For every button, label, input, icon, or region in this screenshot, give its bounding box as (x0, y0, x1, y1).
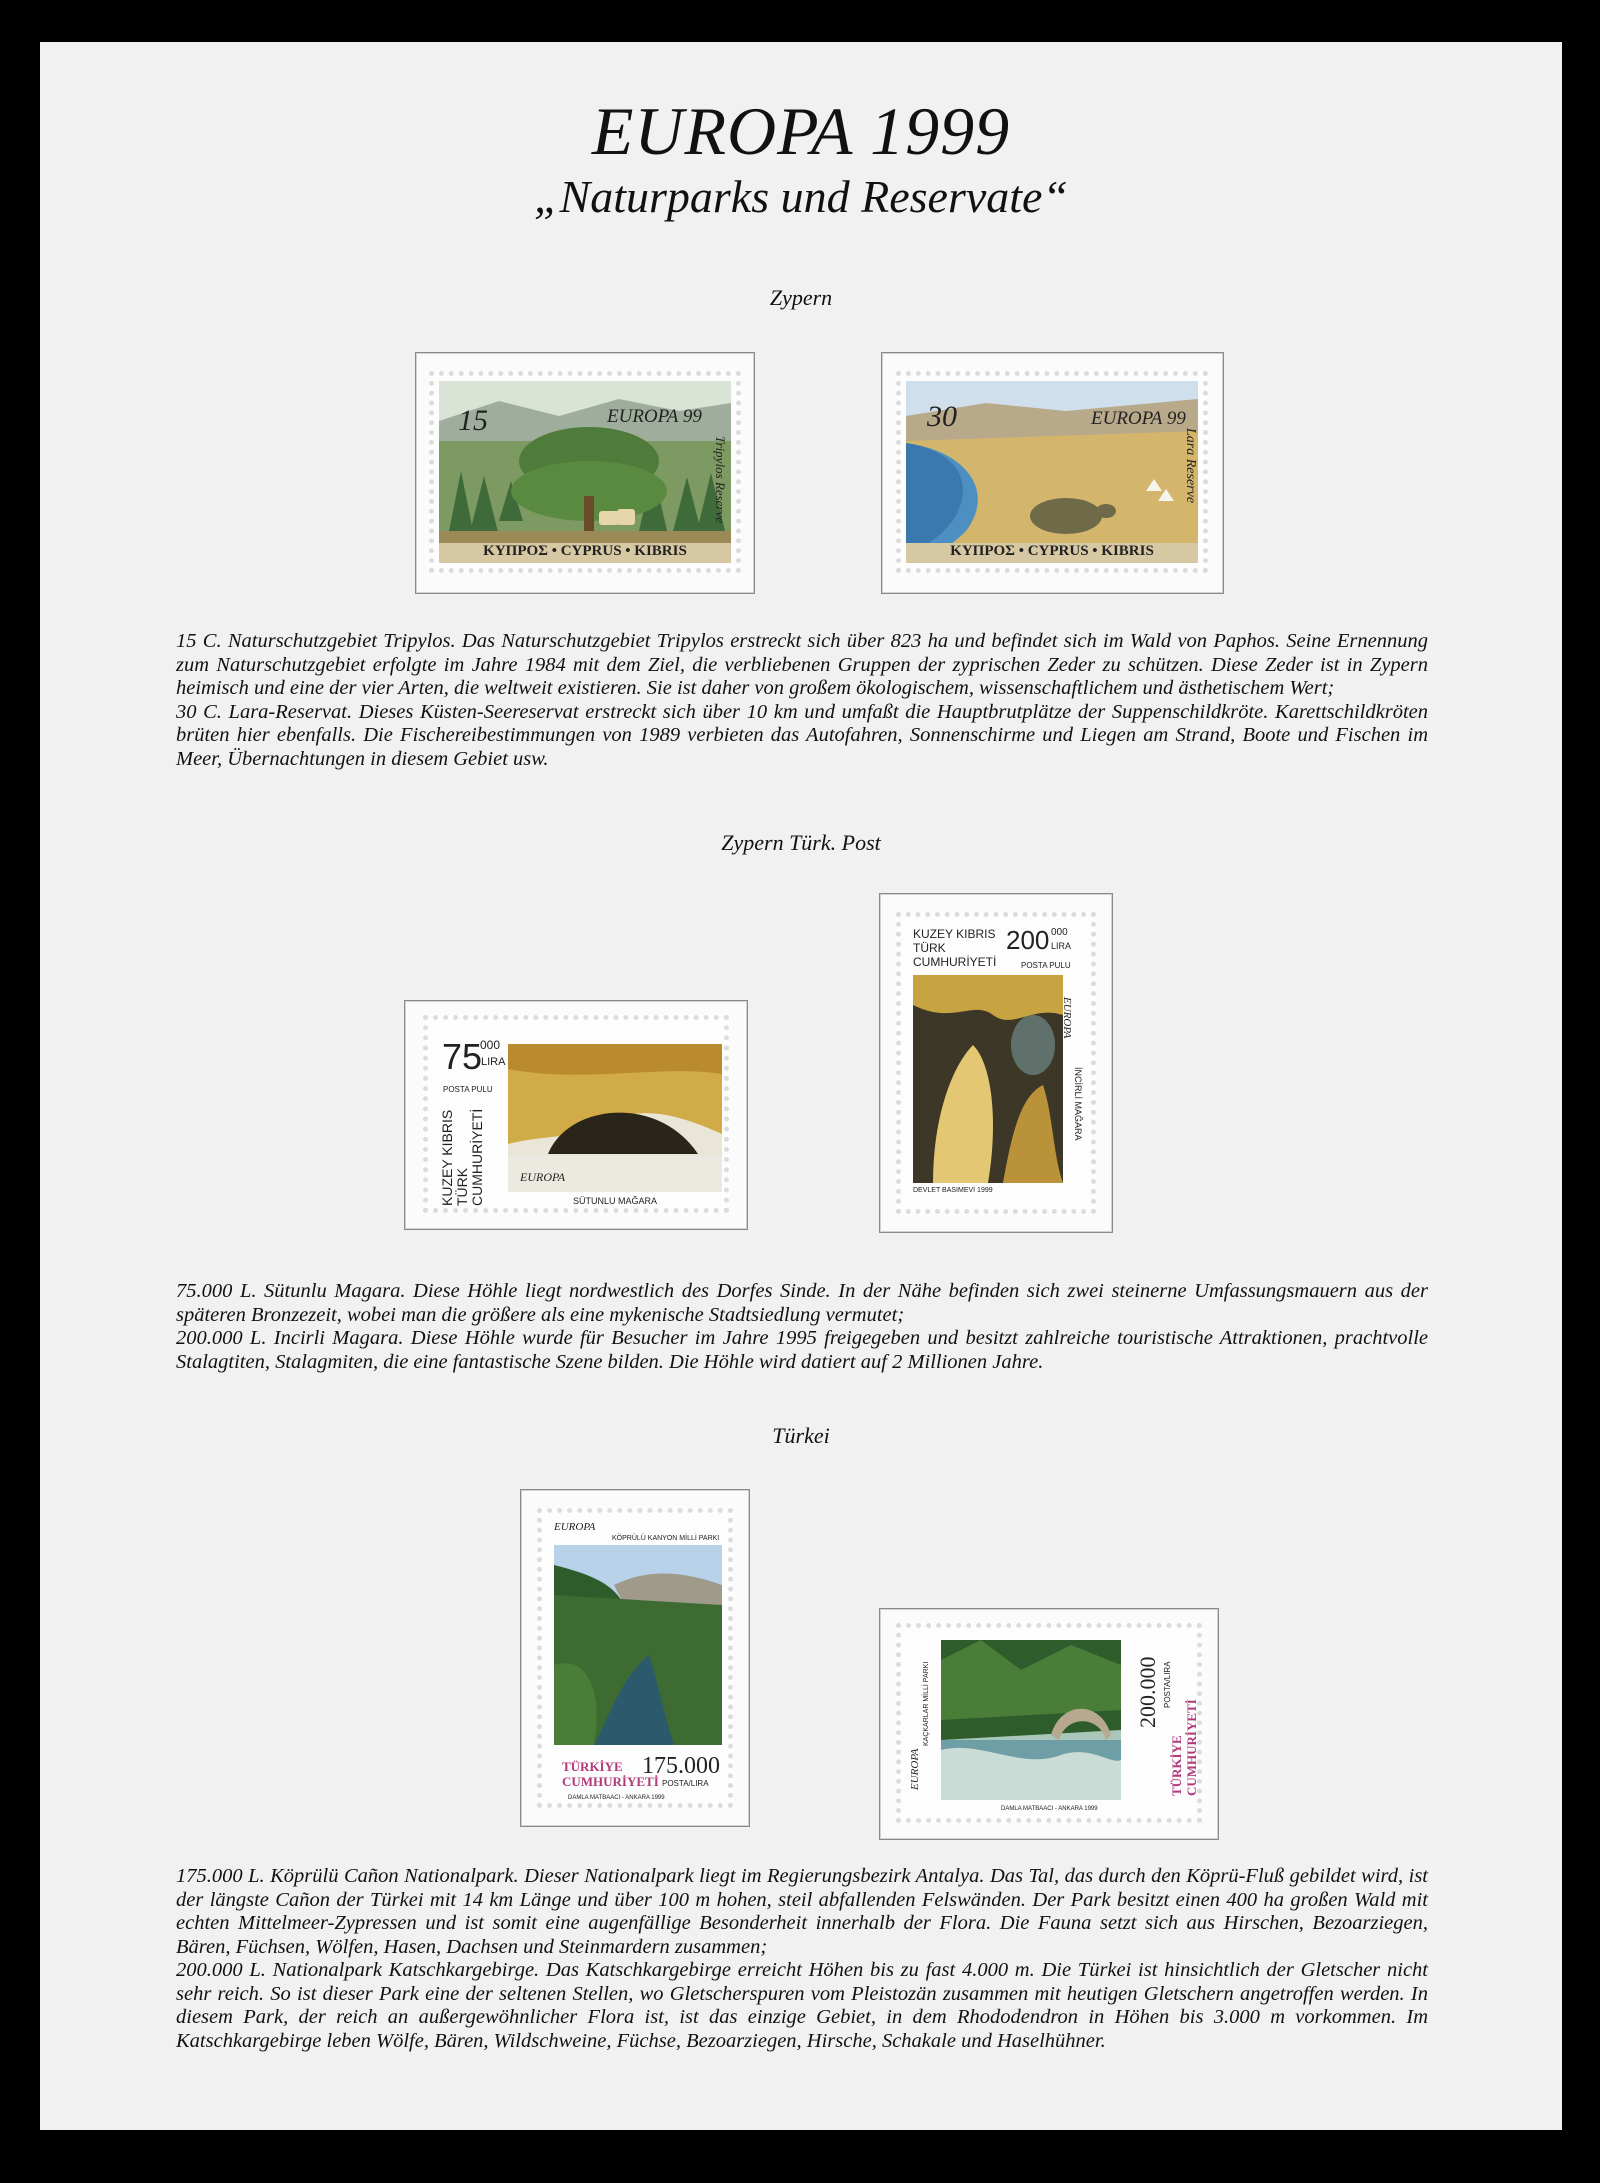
country-line: TÜRK (913, 941, 946, 955)
stamp-artwork (913, 975, 1063, 1183)
stamp-caption: KÖPRÜLÜ KANYON MİLLİ PARKI (612, 1535, 720, 1542)
stamp-posta: POSTA PULU (1021, 961, 1071, 970)
country-line: CUMHURİYETİ (1184, 1699, 1199, 1796)
stamp-mount (879, 1608, 1219, 1840)
stamp-value: 200 (1006, 925, 1050, 955)
stamp-caption: Tripylos Reserve (713, 436, 728, 524)
stamp-value-sub: 000 (480, 1038, 501, 1052)
europa-logo: EUROPA 99 (607, 406, 702, 427)
country-line: CUMHURİYETİ (913, 955, 997, 969)
stamp-imprint: DAMLA MATBAACI - ANKARA 1999 (568, 1795, 665, 1801)
stamp-country (913, 927, 1013, 969)
stamp-country: KUZEY KIBRIS TÜRK CUMHURİYETİ (439, 1108, 485, 1206)
country-line: KUZEY KIBRIS (913, 927, 996, 941)
stamp-mount (520, 1489, 750, 1827)
section-description-turkei: 175.000 L. Köprülü Cañon Nationalpark. Dieser Nationalpark liegt im Regierungsbezirk Antalya. Das Tal, das durch den Köprü-Fluß gebildet wird, ist der längste Cañon der Türkei mit 14 km Länge und über 100 m hohen, steil abfallenden Felswänden. Der Park besitzt einen 400 ha großen Wald mit echten Mittelmeer-Zypressen und ist somit eine augenfällige Besonderheit innerhalb der Flora. Die Fauna setzt sich aus Hirschen, Bezoarziegen, Bären, Füchsen, Wölfen, Hasen, Dachsen und Steinmardern zusammen; 200.000 L. Nationalpark Katschkargebirge. Das Katschkargebirge erreicht Höhen bis zu fast 4.000 m. Die Türkei ist hinsichtlich der Gletscher nicht sehr reich. So ist dieser Park eine der seltenen Stellen, wo Gletscherspuren vom Pleistozän zusammen mit heutigen Gletschern angetroffen werden. In diesem Park, der reich an außergewöhnlicher Flora ist, ist das einzige Gebiet, in dem Rhododendron in Höhen bis 3.000 m vorkommen. Im Katschkargebirge leben Wölfe, Bären, Wildschweine, Füchse, Bezoarziegen, Hirsche, Schakale und Haselhühner. (176, 1865, 1428, 2052)
stamp-artwork (554, 1545, 722, 1745)
stamp-unit: POSTA/LIRA (662, 1779, 709, 1788)
stamp-mount (879, 893, 1113, 1233)
europa-logo: EUROPA 99 (1091, 408, 1186, 429)
stalactite-cave-illustration (913, 975, 1063, 1183)
stamp-mount (881, 352, 1224, 594)
section-description-zypern-turk-post: 75.000 L. Sütunlu Magara. Diese Höhle liegt nordwestlich des Dorfes Sinde. In der Nähe befinden sich zwei steinerne Umfassungsmauern aus der späteren Bronzezeit, wobei man die größere als eine mykenische Stadtsiedlung vermutet; 200.000 L. Incirli Magara. Diese Höhle wurde für Besucher im Jahre 1995 freigegeben und besitzt zahlreiche touristische Attraktionen, prachtvolle Stalagtiten, Stalagmiten, die eine fantastische Szene bilden. Die Höhle wird datiert auf 2 Millionen Jahre. (176, 1280, 1428, 1373)
stamp-caption: Lara Reserve (1183, 428, 1198, 504)
stamp-unit: LIRA (1051, 941, 1072, 951)
country-line: CUMHURİYETİ (562, 1774, 659, 1789)
stamp-sutunlu-magara (423, 1015, 729, 1213)
stone-bridge-river-illustration (941, 1640, 1121, 1800)
europa-logo: EUROPA (554, 1521, 596, 1533)
country-line: TÜRKİYE (562, 1759, 623, 1774)
page-title: EUROPA 1999 (591, 93, 1011, 169)
stamp-value-sub: 000 (1051, 927, 1068, 938)
stamp-value: 15 (458, 404, 488, 437)
stamp-caption: SÜTUNLU MAĞARA (572, 1196, 657, 1206)
europa-logo: EUROPA (520, 1170, 566, 1184)
stamp-artwork (941, 1640, 1121, 1800)
stamp-caption: KAÇKARLAR MİLLİ PARKI (923, 1661, 930, 1746)
stamp-mount (404, 1000, 748, 1230)
stamp-incirli-magara (896, 912, 1096, 1214)
stamp-imprint: DAMLA MATBAACI - ANKARA 1999 (1001, 1806, 1098, 1812)
stamp-value: 200.000 (1135, 1656, 1160, 1728)
section-description-zypern: 15 C. Naturschutzgebiet Tripylos. Das Naturschutzgebiet Tripylos erstreckt sich über 823 ha und befindet sich im Wald von Paphos. Seine Ernennung zum Naturschutzgebiet erfolgte im Jahre 1984 mit dem Ziel, die verbliebenen Gruppen der zyprischen Zeder zu schützen. Diese Zeder ist in Zypern heimisch und eine der vier Arten, die weltweit existieren. Sie ist daher von großem ökologischem, wissenschaftlichem und ästhetischem Wert; 30 C. Lara-Reservat. Dieses Küsten-Seereservat erstreckt sich über 10 km und umfaßt die Hauptbrutplätze der Suppenschildkröte. Karettschildkröten brüten hier ebenfalls. Die Fischereibestimmungen von 1989 verbieten das Autofahren, Sonnenschirme und Liegen am Strand, Boote und Fischen im Meer, Übernachtungen in diesem Gebiet usw. (176, 630, 1428, 770)
stamp-value: 175.000 (642, 1753, 720, 1779)
stamp-country: ΚΥΠΡΟΣ • CYPRUS • KIBRIS (950, 543, 1154, 559)
europa-logo: EUROPA (909, 1748, 921, 1790)
stamp-country (1169, 1699, 1199, 1796)
stamp-kackar (896, 1623, 1202, 1823)
stamp-country: ΚΥΠΡΟΣ • CYPRUS • KIBRIS (483, 543, 687, 559)
album-page (40, 42, 1562, 2130)
section-heading-zypern: Zypern (769, 285, 833, 310)
stamp-unit: LIRA (481, 1056, 506, 1068)
stamp-koprulu-kanyon (537, 1508, 733, 1808)
europa-logo: EUROPA (1061, 997, 1073, 1039)
stamp-value: 75 (442, 1036, 483, 1077)
stamp-mount (415, 352, 755, 594)
stamp-value: 30 (927, 400, 957, 433)
section-heading-zypern-turk-post: Zypern Türk. Post (721, 830, 881, 855)
stamp-caption: İNCİRLİ MAĞARA (1073, 1067, 1083, 1141)
stamp-posta: POSTA PULU (443, 1085, 493, 1094)
canyon-illustration (554, 1545, 722, 1745)
country-line: TÜRKİYE (1169, 1735, 1184, 1796)
stamp-lara (896, 371, 1208, 573)
stamp-imprint: DEVLET BASIMEVİ 1999 (913, 1187, 993, 1194)
page-subtitle: „Naturparks und Reservate“ (533, 171, 1069, 222)
section-heading-turkei: Türkei (772, 1423, 830, 1448)
stamp-tripylos (429, 371, 741, 573)
stamp-unit: POSTA/LIRA (1163, 1661, 1172, 1708)
